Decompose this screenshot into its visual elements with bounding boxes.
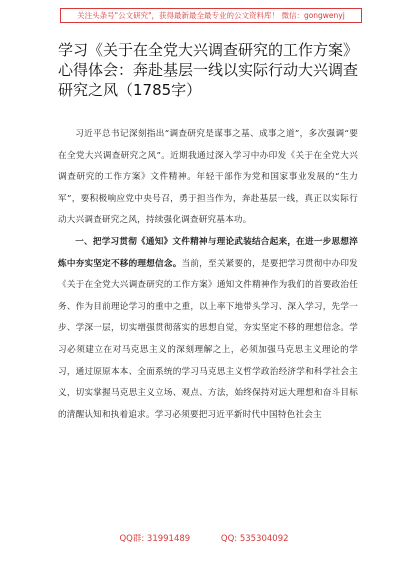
paragraph-section-1 — [58, 232, 358, 426]
document-body — [58, 124, 358, 426]
header-banner: 关注头条号"公文研究"，获得最新最全最专业的公文资料库！ 微信：gongwenyj — [60, 8, 362, 23]
section-heading: 一、把学习贯彻《通知》文件精神与理论武装结合起来，在进一步思想淬炼中夯实坚定不移的理想信念。 — [58, 236, 358, 269]
paragraph-intro: 习近平总书记深刻指出“调查研究是谋事之基、成事之道”，多次强调“要在全党大兴调查研究之风”。近期我通过深入学习中办印发《关于在全党大兴调查研究的工作方案》文件精神。年轻干部作为党和国家事业发展的“生力军”，要积极响应党中央号召，勇于担当作为，奔赴基层一线，真正以实际行动大兴调查研究之风，持续强化调查研究基本功。 — [58, 129, 358, 226]
qq-contact: QQ: 535304092 — [220, 534, 289, 544]
section-body: 当前，至关紧要的，是要把学习贯彻中办印发《关于在全党大兴调查研究的工作方案》通知文件精神作为我们的首要政治任务、作为目前理论学习的重中之重，以上率下地带头学习、深入学习，先学一步、学深一层，切实增强贯彻落实的思想自觉，夯实坚定不移的理想信念。学习必须建立在对马克思主义的深刻理解之上，必须加强马克思主义理论的学习，通过原原本本、全面系统的学习马克思主义哲学政治经济学和科学社会主义，切实掌握马克思主义立场、观点、方法，始终保持对远大理想和奋斗目标的清醒认知和执着追求。学习必须要把习近平新时代中国特色社会主 — [58, 258, 358, 420]
page-title: 学习《关于在全党大兴调查研究的工作方案》心得体会：奔赴基层一线以实际行动大兴调查研究之风（1785字） — [58, 41, 359, 99]
footer — [0, 532, 408, 544]
qq-group: QQ群: 31991489 — [119, 534, 191, 544]
